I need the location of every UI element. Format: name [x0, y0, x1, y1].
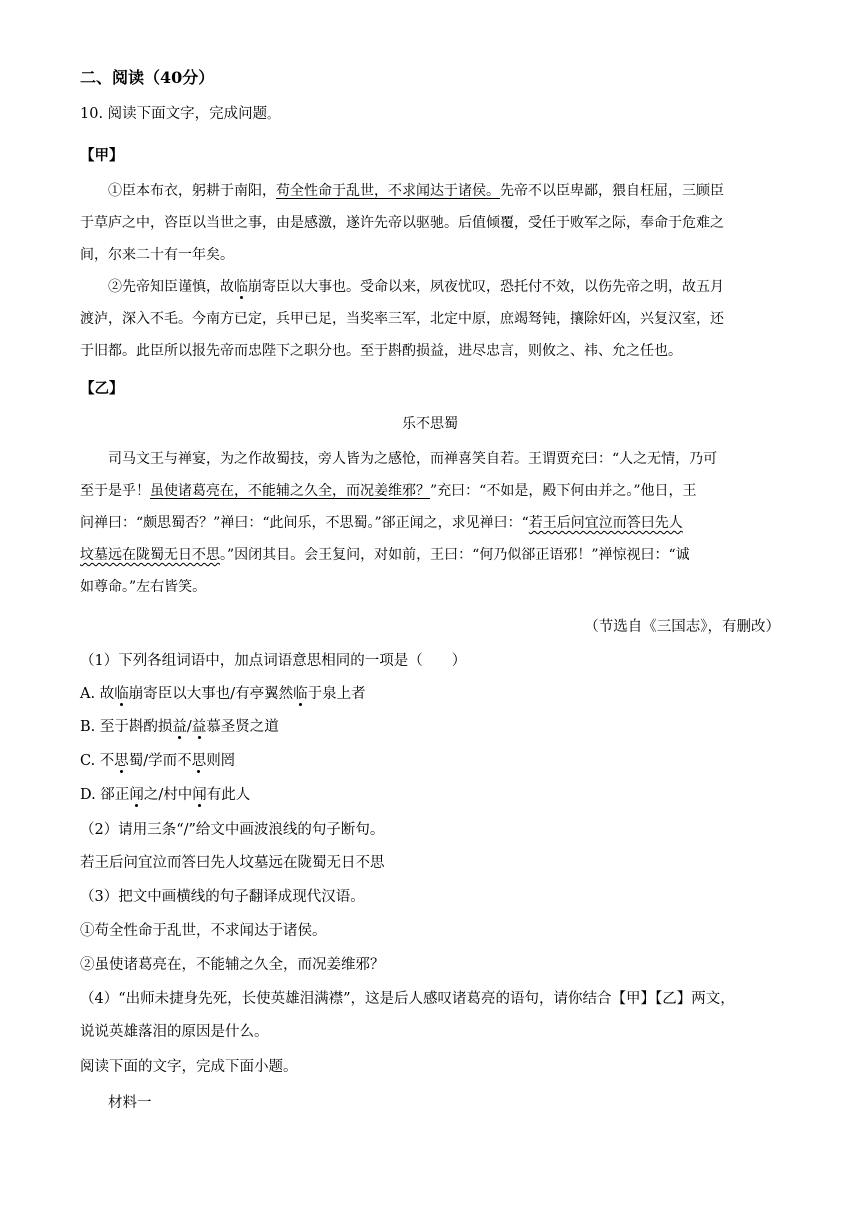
- underlined-sentence-2: 虽使诸葛亮在，不能辅之久全，而况姜维邪？: [150, 483, 430, 499]
- underlined-sentence-1: 苟全性命于乱世，不求闻达于诸侯。: [276, 183, 500, 199]
- emphasis-dot-word: 临: [114, 686, 129, 702]
- passage-jia-label: 【甲】: [80, 147, 124, 164]
- emphasis-dot-word: 临: [234, 279, 248, 295]
- question-2-text: 若王后问宜泣而答曰先人坟墓远在陇蜀无日不思: [80, 855, 385, 871]
- option-a: A. 故临崩寄臣以大事也/有亭翼然临于泉上者: [80, 686, 366, 702]
- passage-yi-line3: 问禅曰：“颇思蜀否？”禅曰：“此间乐，不思蜀。”郤正闻之，求见禅曰：“若王后问宜泣而答曰先人: [80, 515, 683, 531]
- passage-jia-p1-line1: ①臣本布衣，躬耕于南阳，苟全性命于乱世，不求闻达于诸侯。先帝不以臣卑鄙，猥自枉屈，三顾臣: [108, 183, 724, 199]
- emphasis-dot-word: 闻: [192, 787, 207, 803]
- passage-yi-label: 【乙】: [80, 380, 124, 397]
- passage-source: （节选自《三国志》，有删改）: [584, 619, 780, 635]
- passage-yi-line1: 司马文王与禅宴，为之作故蜀技，旁人皆为之感怆，而禅喜笑自若。王谓贾充曰：“人之无情，乃可: [108, 451, 718, 467]
- passage-jia-p2-line1: ②先帝知臣谨慎，故临崩寄臣以大事也。受命以来，夙夜忧叹，恐托付不效，以伤先帝之明，故五月: [108, 279, 724, 295]
- passage-jia-p1-line2: 于草庐之中，咨臣以当世之事，由是感激，遂许先帝以驱驰。后值倾覆，受任于败军之际，奉命于危难之: [80, 215, 724, 231]
- option-c: C. 不思蜀/学而不思则罔: [80, 753, 236, 769]
- emphasis-dot-word: 闻: [129, 787, 144, 803]
- emphasis-dot-word: 思: [191, 753, 207, 769]
- reading-instruction: 阅读下面的文字，完成下面小题。: [80, 1059, 298, 1075]
- question-4-line2: 说说英雄落泪的原因是什么。: [80, 1024, 269, 1040]
- option-b: B. 至于斟酌损益/益慕圣贤之道: [80, 719, 279, 735]
- question-10-prompt: 10. 阅读下面文字，完成问题。: [80, 106, 279, 122]
- question-4-line1: （4）“出师未捷身先死，长使英雄泪满襟”，这是后人感叹诸葛亮的语句，请你结合【甲】【乙】两文，: [80, 991, 735, 1007]
- question-3: （3）把文中画横线的句子翻译成现代汉语。: [80, 889, 365, 905]
- passage-yi-line2: 至于是乎！虽使诸葛亮在，不能辅之久全，而况姜维邪？”充曰：“不如是，殿下何由并之。”他日，王: [80, 483, 697, 499]
- emphasis-dot-word: 益: [191, 719, 207, 735]
- passage-jia-p2-line3: 于旧都。此臣所以报先帝而忠陛下之职分也。至于斟酌损益，进尽忠言，则攸之、祎、允之任也。: [80, 343, 682, 359]
- question-2: （2）请用三条“/”给文中画波浪线的句子断句。: [80, 822, 385, 838]
- wavy-sentence-part1: 若王后问宜泣而答曰先人: [528, 515, 683, 531]
- section-title: 二、阅读（40分）: [80, 68, 215, 87]
- material-label: 材料一: [108, 1095, 152, 1111]
- question-3-item-2: ②虽使诸葛亮在，不能辅之久全，而况姜维邪？: [80, 957, 385, 973]
- passage-yi-title: 乐不思蜀: [402, 416, 458, 432]
- emphasis-dot-word: 思: [114, 753, 129, 769]
- passage-yi-line5: 如尊命。”左右皆笑。: [80, 579, 207, 595]
- question-3-item-1: ①苟全性命于乱世，不求闻达于诸侯。: [80, 923, 327, 939]
- wavy-sentence-part2: 坟墓远在陇蜀无日不思: [80, 547, 220, 563]
- question-1: （1）下列各组词语中，加点词语意思相同的一项是（ ）: [80, 653, 467, 669]
- passage-yi-line4: 坟墓远在陇蜀无日不思。”因闭其目。会王复问，对如前，王曰：“何乃似郤正语邪！”禅惊视曰：“诚: [80, 547, 690, 563]
- emphasis-dot-word: 益: [172, 719, 187, 735]
- passage-jia-p2-line2: 渡泸，深入不毛。今南方已定，兵甲已足，当奖率三军，北定中原，庶竭驽钝，攘除奸凶，兴复汉室，还: [80, 311, 724, 327]
- option-d: D. 郤正闻之/村中闻有此人: [80, 787, 251, 803]
- emphasis-dot-word: 临: [293, 686, 308, 702]
- passage-jia-p1-line3: 间，尔来二十有一年矣。: [80, 247, 234, 263]
